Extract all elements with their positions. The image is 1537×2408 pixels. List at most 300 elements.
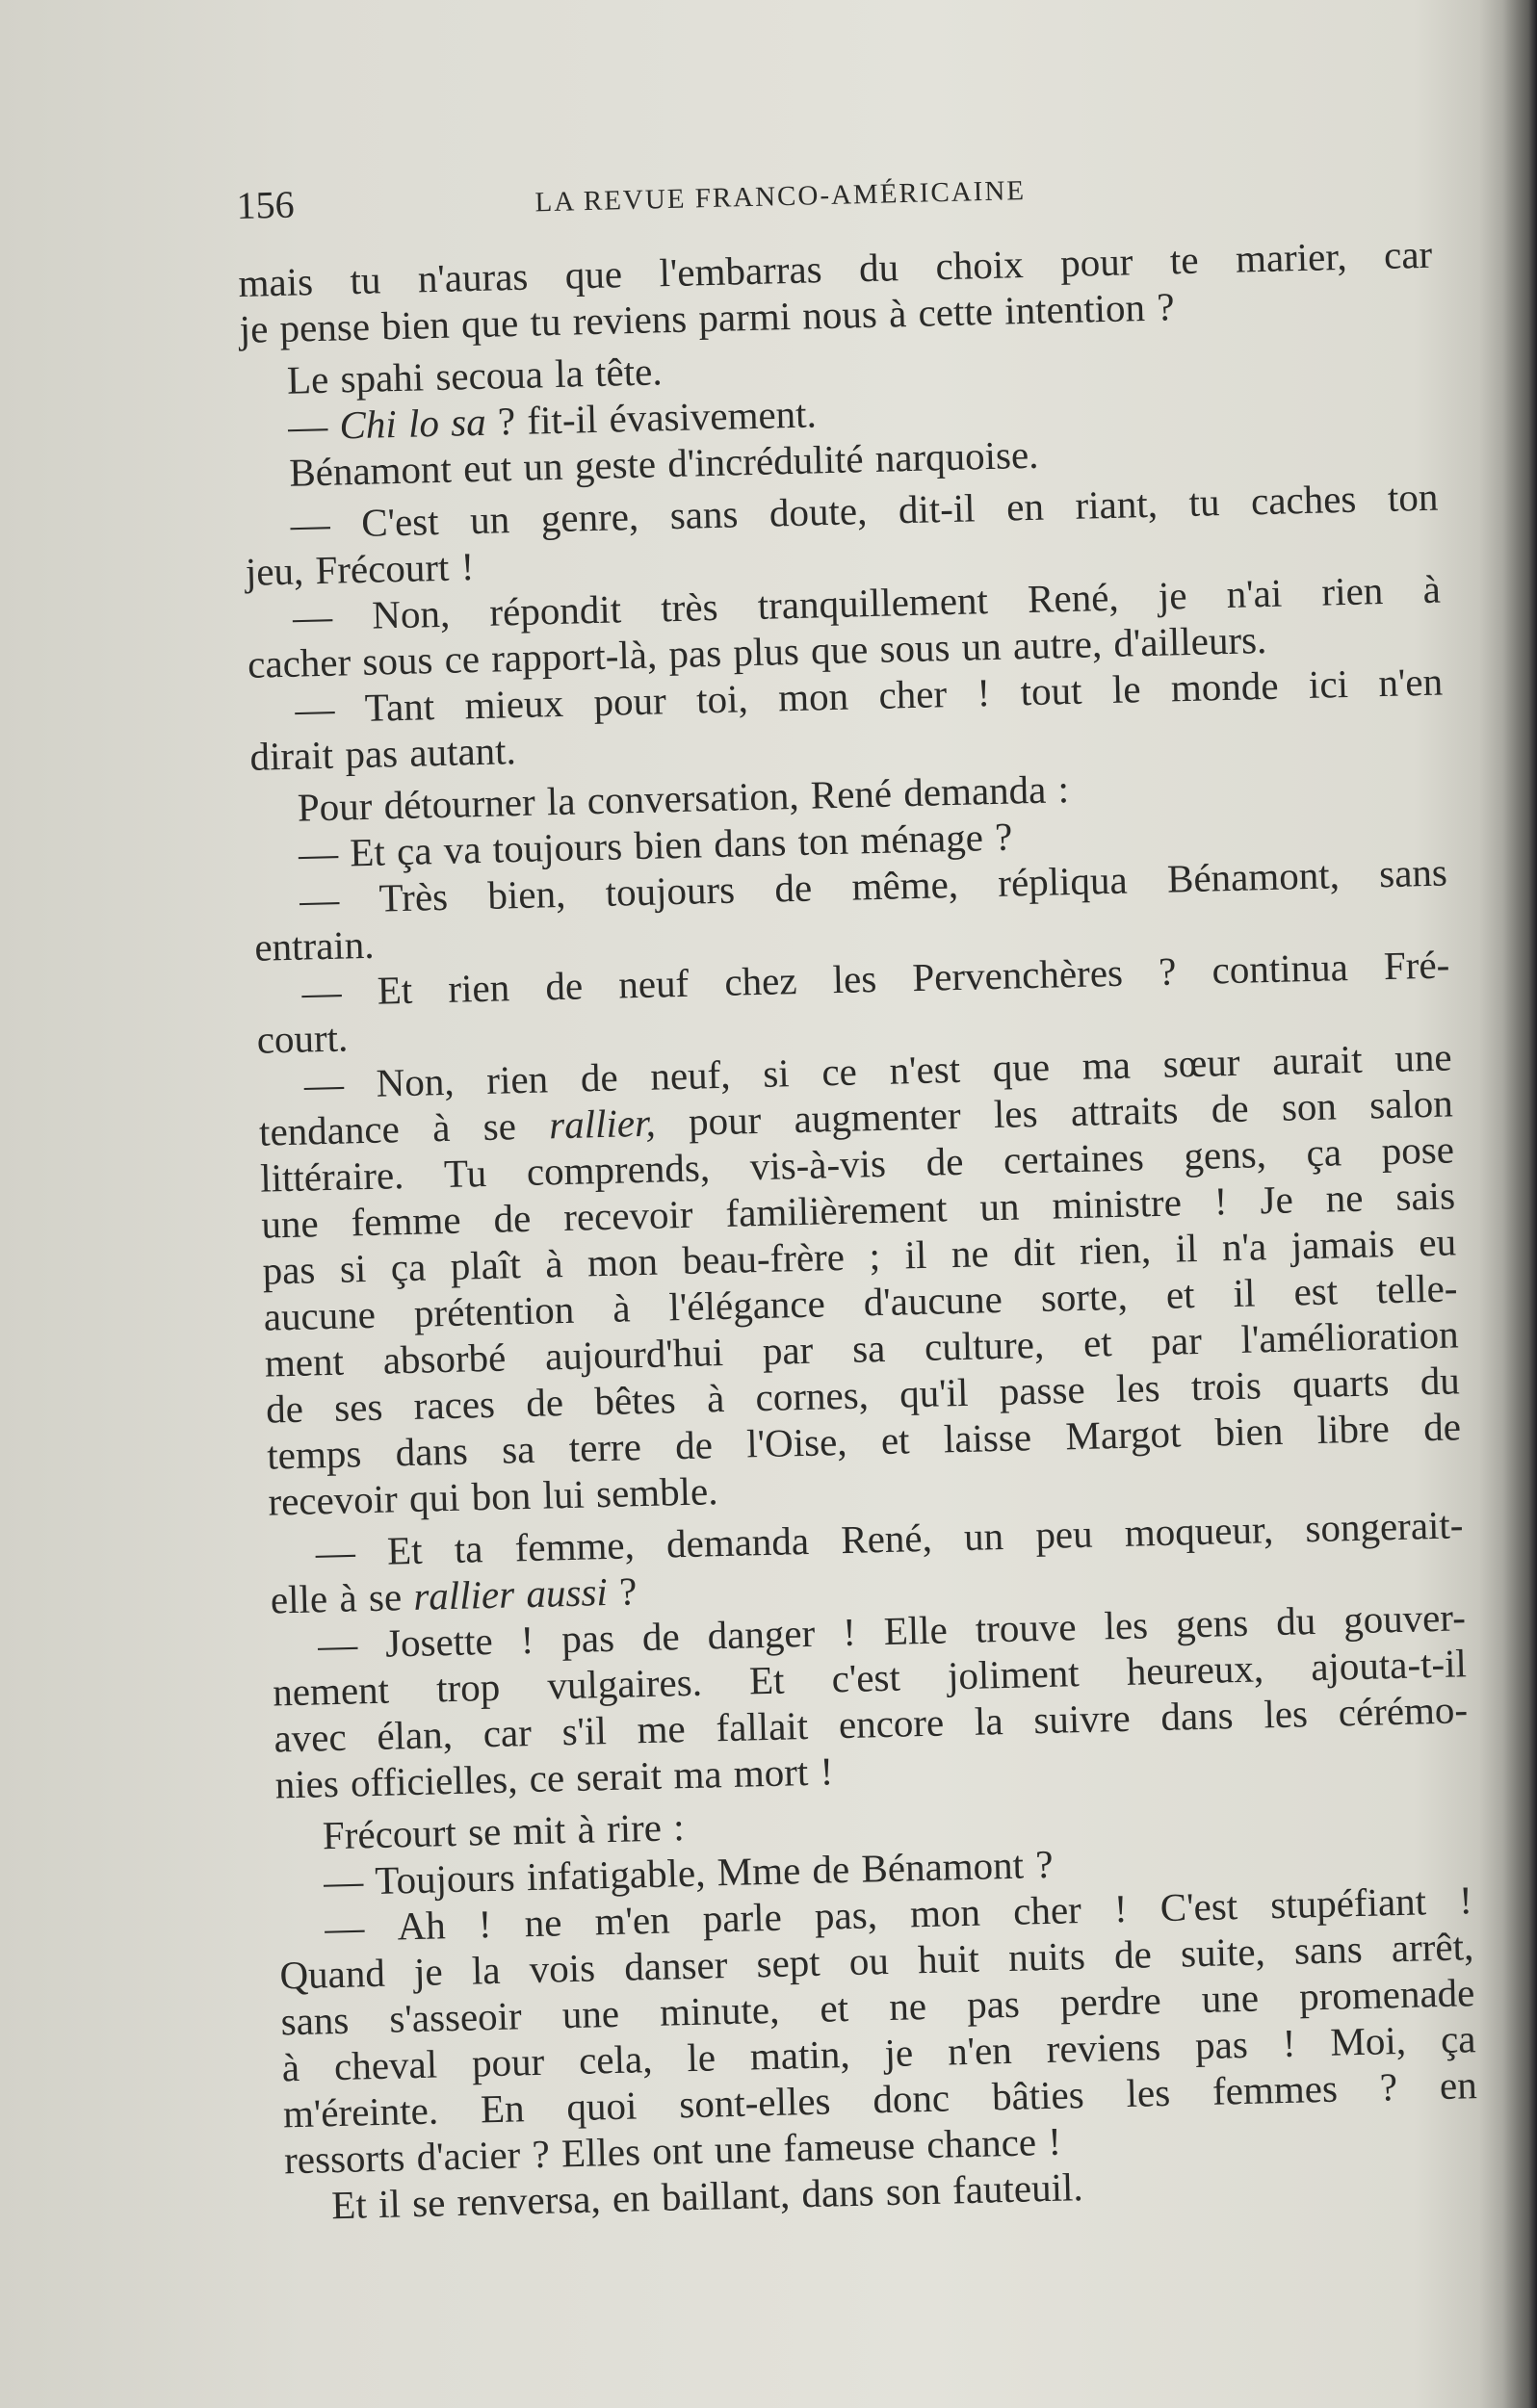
word: ? (618, 1568, 638, 1614)
word: ! (1458, 1877, 1473, 1923)
word: officielles, (350, 1756, 518, 1805)
word: vois (529, 1945, 596, 1992)
word: cérémo- (1338, 1687, 1469, 1735)
word: infatigable, (526, 1850, 706, 1900)
word: bon (471, 1472, 532, 1519)
word: Tant (364, 684, 435, 730)
word: gens, (1183, 1131, 1267, 1178)
word: ? (531, 2131, 551, 2177)
word: se (467, 1808, 502, 1854)
word: ! (460, 544, 475, 589)
word: ou (848, 1937, 890, 1983)
word: heureux, (1126, 1645, 1264, 1694)
word: une (561, 1990, 620, 2037)
word: pose (1381, 1126, 1455, 1174)
word: à (576, 1806, 596, 1851)
word: quarts (1291, 1359, 1390, 1407)
word: pour (1059, 239, 1133, 286)
word: telle- (1375, 1265, 1458, 1312)
word: fallait (715, 1702, 809, 1750)
word: élan, (376, 1711, 454, 1758)
word: de (492, 1195, 532, 1241)
word: sans (669, 491, 739, 538)
word: eut (462, 445, 512, 491)
word: sœur (1162, 1039, 1240, 1086)
word: ! (819, 1748, 834, 1794)
word: temps (266, 1431, 362, 1478)
word: ne (951, 1230, 990, 1277)
word: rapport-là, (490, 632, 658, 681)
word: sorte, (1040, 1273, 1129, 1320)
word: Frécourt (322, 1809, 457, 1858)
word: un (469, 497, 510, 543)
word: une (1394, 1034, 1453, 1080)
word: cher (1012, 1887, 1082, 1933)
word: vulgaires. (546, 1659, 703, 1708)
word: un (963, 1513, 1004, 1559)
word: ? (1156, 284, 1175, 329)
word: sous (361, 637, 433, 684)
word: René, (840, 1515, 933, 1563)
word: toi, (695, 676, 749, 722)
word: bien (633, 821, 703, 868)
word: je (239, 306, 269, 351)
word: — (299, 876, 340, 922)
word: choix (935, 242, 1025, 289)
word: Pervenchères (911, 949, 1124, 1000)
word: lo (407, 400, 440, 446)
word: à (431, 1104, 451, 1151)
word: narquoise. (874, 431, 1039, 480)
word: entrain. (253, 921, 376, 970)
word: rire (606, 1804, 663, 1851)
word: le (686, 2034, 716, 2081)
word: attraits (1070, 1087, 1179, 1135)
word: pas (262, 1247, 316, 1293)
word: tu (349, 257, 381, 303)
word: dit-il (898, 485, 977, 532)
word: Et (386, 1527, 424, 1573)
word: tu (1187, 479, 1220, 525)
word: En (480, 2085, 526, 2132)
word: pense (279, 303, 371, 350)
word: se (482, 1103, 517, 1150)
word: Fré- (1383, 942, 1450, 989)
word: dit (1012, 1229, 1056, 1275)
word: dans (800, 2169, 875, 2216)
word: ton (1387, 474, 1439, 520)
word: René, (1027, 574, 1120, 622)
word: sa (450, 399, 487, 445)
word: je (1158, 573, 1187, 618)
word: renversa, (456, 2176, 602, 2225)
word: ministre (1051, 1179, 1183, 1228)
word: trois (1190, 1362, 1263, 1410)
word: ment (264, 1338, 345, 1385)
word: danser (623, 1942, 728, 1989)
word: — (300, 969, 343, 1015)
word: avec (273, 1714, 348, 1761)
word: marier, (1235, 233, 1348, 281)
word: cornes, (755, 1372, 870, 1420)
word: n'auras (417, 253, 529, 301)
word: et (1082, 1320, 1113, 1365)
word: intention (1003, 284, 1146, 333)
word: suivre (1032, 1695, 1132, 1743)
word: Pour (297, 783, 373, 830)
word: encore (838, 1699, 945, 1748)
word: baillant, (661, 2171, 791, 2219)
word: huit (917, 1935, 980, 1982)
word: continua (1211, 945, 1349, 993)
word: libre (1316, 1406, 1391, 1452)
word: perdre (1059, 1978, 1162, 2025)
word: de (1422, 1404, 1462, 1450)
word: du (858, 245, 899, 291)
word: que (564, 251, 623, 298)
word: — (315, 1529, 356, 1575)
word: qui (408, 1474, 460, 1521)
word: d'acier (416, 2132, 521, 2180)
word: ne (524, 1900, 562, 1946)
word: m'éreinte. (282, 2087, 439, 2136)
word: l'embarras (658, 246, 823, 296)
word: prétention (413, 1286, 575, 1335)
word: la (974, 1698, 1004, 1744)
word: ! (1282, 2020, 1296, 2066)
word: mit (511, 1807, 566, 1853)
word: et (819, 1985, 849, 2031)
word: sans (280, 1997, 350, 2044)
word: ça (390, 1244, 427, 1290)
word: dans (713, 819, 787, 867)
word: ressorts (283, 2135, 405, 2183)
word: à (1421, 566, 1442, 612)
word: n'a (1221, 1224, 1267, 1270)
word: ! (976, 670, 991, 715)
word: gens (1175, 1599, 1249, 1646)
word: danger (707, 1610, 816, 1658)
word: absorbé (382, 1334, 507, 1383)
word: par (1150, 1317, 1203, 1364)
word: il (378, 2181, 402, 2227)
word: beau-frère (681, 1233, 846, 1283)
word: sous (878, 625, 951, 671)
word: autant. (408, 728, 517, 775)
word: les (1126, 2069, 1171, 2115)
word: à (706, 1375, 725, 1421)
word: l'élégance (667, 1281, 826, 1330)
word: moqueur, (1124, 1507, 1274, 1555)
word: cette (917, 288, 994, 335)
word: spahi (339, 354, 425, 401)
word: Chi (338, 401, 398, 448)
word: femmes (1211, 2065, 1339, 2113)
word: la (546, 778, 577, 824)
word: trop (435, 1664, 501, 1711)
word: le (1111, 666, 1142, 712)
word: n'ai (1226, 570, 1283, 616)
word: de (525, 1380, 564, 1426)
word: riant, (1074, 480, 1159, 528)
text-block (236, 154, 1480, 2230)
word: pas, (814, 1892, 878, 1938)
word: rallier (412, 1571, 515, 1618)
word: elle (270, 1576, 328, 1622)
word: Bénamont (288, 446, 453, 495)
word: il (1175, 1225, 1199, 1271)
word: reviens (572, 296, 688, 344)
word: René (810, 770, 893, 817)
word: : (1056, 766, 1070, 812)
word: si (762, 1050, 791, 1096)
word: parle (702, 1894, 783, 1941)
word: s'asseoir (388, 1993, 523, 2041)
word: demanda (665, 1517, 810, 1566)
word: pour (592, 678, 667, 725)
word: ne (1325, 1175, 1364, 1221)
word: de (773, 865, 813, 911)
word: que (460, 299, 519, 347)
word: vis-à-vis (749, 1140, 887, 1189)
word: ! (478, 1902, 493, 1947)
word: Josette (384, 1618, 494, 1666)
word: nous (801, 291, 878, 338)
word: que (992, 1044, 1051, 1091)
word: les (1263, 1691, 1309, 1737)
word: ? (994, 814, 1013, 859)
word: il (903, 1231, 927, 1278)
word: bien, (486, 870, 566, 918)
page-header (236, 154, 1431, 241)
word: une (1201, 1975, 1260, 2022)
word: d'aucune (863, 1276, 1003, 1325)
word: sans (1378, 849, 1448, 896)
word: Tu (443, 1150, 487, 1197)
word: aucune (263, 1291, 377, 1339)
word: bien (380, 301, 451, 349)
word: que (810, 627, 869, 673)
word: dirait (248, 732, 334, 779)
word: toujours (605, 867, 736, 915)
word: court. (256, 1015, 349, 1062)
word: Bénamont (860, 1842, 1025, 1891)
word: femme (351, 1197, 462, 1245)
word: à (338, 1575, 358, 1620)
word: matin, (749, 2032, 851, 2079)
word: n'en (947, 2027, 1013, 2074)
word: Mme (716, 1848, 801, 1895)
word: ! (1213, 1178, 1229, 1224)
word: plus (732, 628, 800, 675)
word: cheval (333, 2041, 438, 2089)
word: ! (842, 1609, 857, 1655)
running-title: LA REVUE FRANCO-AMÉRICAINE (534, 174, 1027, 219)
word: répliqua (997, 857, 1129, 905)
word: est (1292, 1268, 1339, 1314)
word: — (292, 593, 333, 639)
word: geste (574, 441, 657, 488)
word: va (443, 826, 482, 872)
word: rien (485, 1056, 549, 1102)
word: à (888, 291, 907, 336)
word: si (339, 1246, 367, 1291)
word: de (811, 1846, 850, 1892)
word: passe (999, 1366, 1086, 1413)
word: en (1439, 2062, 1478, 2109)
word: littéraire. (259, 1152, 404, 1201)
word: ? (497, 398, 516, 444)
word: chance (925, 2119, 1037, 2167)
word: C'est (1159, 1883, 1238, 1930)
word: ta (454, 1526, 483, 1571)
word: plaît (450, 1242, 522, 1288)
word: l'Oise, (745, 1418, 848, 1466)
word: Et (349, 829, 386, 875)
word: culture, (924, 1321, 1045, 1369)
word: pas (560, 1615, 615, 1662)
word: de (544, 963, 584, 1009)
word: joliment (947, 1650, 1081, 1698)
word: recevoir (562, 1191, 694, 1240)
word: un (978, 1183, 1020, 1230)
word: ont (651, 2127, 704, 2174)
word: jeu, (245, 548, 304, 594)
word: rien (447, 965, 510, 1011)
word: même, (850, 861, 959, 909)
word: neuf, (649, 1051, 732, 1099)
word: Elles (560, 2129, 641, 2176)
word: nuits (1007, 1933, 1086, 1980)
word: recevoir (267, 1476, 399, 1524)
word: Elle (883, 1607, 949, 1654)
word: Bénamont, (1166, 852, 1341, 901)
word: de (1211, 1085, 1250, 1131)
word: ! (1113, 1885, 1129, 1931)
word: neuf (617, 960, 690, 1007)
word: fit-il (526, 396, 598, 443)
word: son (885, 2167, 942, 2214)
word: d'ailleurs. (1112, 617, 1267, 665)
word: c'est (831, 1654, 901, 1701)
word: sais (1394, 1173, 1456, 1219)
word: caches (1250, 476, 1357, 524)
binding-shadow (1479, 0, 1537, 2408)
word: trouve (975, 1604, 1078, 1651)
word: sa (851, 1325, 886, 1371)
word: donc (872, 2075, 951, 2122)
word: eu (1418, 1219, 1457, 1265)
word: la (471, 1947, 502, 1993)
word: tendance (258, 1106, 401, 1154)
word: et (880, 1417, 911, 1463)
word: Et (748, 1657, 786, 1703)
word: reviens (1046, 2024, 1161, 2072)
word: Le (286, 356, 329, 402)
word: Moi, (1329, 2017, 1407, 2064)
word: mieux (464, 680, 564, 728)
word: un (961, 623, 1003, 669)
word: de (265, 1385, 304, 1432)
word: de (641, 1614, 681, 1660)
word: ménage (859, 815, 984, 863)
word: détourner (383, 779, 536, 828)
word: dans (395, 1428, 469, 1475)
word: Quand (278, 1950, 386, 1998)
word: évasivement. (609, 391, 818, 441)
word: mon (777, 673, 849, 720)
word: bien (1214, 1408, 1284, 1455)
word: — (317, 1621, 358, 1668)
word: terre (568, 1424, 642, 1470)
word: ! (520, 1617, 534, 1663)
word: Non, (376, 1058, 456, 1105)
word: de (580, 1054, 619, 1100)
word: car (1383, 231, 1433, 277)
word: Et (377, 967, 413, 1013)
word: tu (529, 298, 562, 345)
word: doute, (768, 488, 868, 535)
word: très (660, 583, 719, 631)
word: tranquillement (757, 578, 989, 628)
word: et (1165, 1272, 1196, 1317)
word: ce (529, 1755, 565, 1801)
word: quoi (565, 2083, 638, 2130)
word: certaines (1003, 1134, 1145, 1182)
word: conversation, (586, 772, 800, 823)
word: Je (1259, 1177, 1294, 1223)
word: je (883, 2030, 914, 2076)
word: songerait- (1304, 1502, 1464, 1551)
page-number: 156 (236, 182, 296, 227)
word: de (925, 1138, 964, 1184)
word: mort (733, 1748, 809, 1796)
word: stupéfiant (1269, 1878, 1427, 1928)
word: arrêt, (1391, 1924, 1474, 1971)
word: Toujours (374, 1854, 516, 1903)
word: — (290, 501, 331, 547)
word: dans (1159, 1693, 1235, 1740)
word: minute, (659, 1986, 780, 2034)
word: familièrement (724, 1185, 948, 1235)
word: s'il (561, 1708, 608, 1754)
word: ce (821, 1049, 858, 1095)
word: mais (237, 259, 314, 305)
word: promenade (1298, 1970, 1475, 2019)
word: les (832, 956, 877, 1002)
word: mon (586, 1238, 659, 1285)
word: ? (1379, 2064, 1398, 2110)
word: te (1169, 237, 1200, 283)
word: il (1233, 1270, 1256, 1316)
word: ? (1034, 1841, 1054, 1887)
word: bâties (991, 2072, 1085, 2119)
word: genre, (540, 493, 639, 541)
word: je (413, 1949, 444, 1995)
word: car (482, 1709, 533, 1756)
word: ça (396, 828, 432, 874)
word: m'en (594, 1897, 671, 1944)
word: nement (272, 1667, 390, 1715)
word: — (323, 1858, 364, 1904)
word: — (294, 686, 335, 732)
word: pas (667, 630, 722, 677)
word: sept (755, 1939, 821, 1986)
word: pas (344, 731, 399, 777)
word: un (522, 443, 564, 489)
word: ne (888, 1983, 927, 2029)
word: n'en (1377, 659, 1444, 706)
